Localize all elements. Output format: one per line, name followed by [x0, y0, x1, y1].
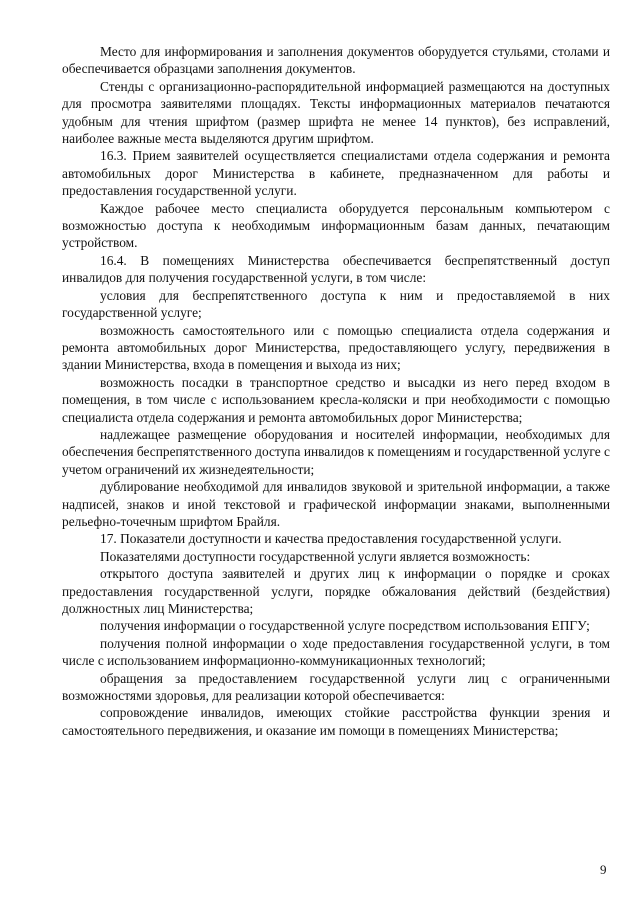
paragraph-forms-area: Место для информирования и заполнения документов оборудуется стульями, столами и обеспечивается образцами заполнения документов.	[62, 44, 610, 77]
paragraph-duplication: дублирование необходимой для инвалидов звуковой и зрительной информации, а также надписей, знаков и иной текстовой и графической информации знаками, выполненными рельефно-точечным шрифтом Брайля.	[62, 479, 610, 529]
paragraph-workplace: Каждое рабочее место специалиста оборудуется персональным компьютером с возможностью доступа к необходимым информационным базам данных, печатающим устройством.	[62, 200, 610, 251]
paragraph-section-17: 17. Показатели доступности и качества предоставления государственной услуги.	[100, 531, 562, 547]
paragraph-transport: возможность посадки в транспортное средство и высадки из него перед входом в помещения, в том числе с использованием кресла-коляски и при необходимости с помощью специалиста отдела содержания и ремонта автомобильных дорог Министерства;	[62, 374, 610, 425]
page-number: 9	[600, 862, 607, 877]
paragraph-section-16-4: 16.4. В помещениях Министерства обеспечивается беспрепятственный доступ инвалидов для получения государственной услуги, в том числе:	[62, 252, 610, 286]
paragraph-section-16-3: 16.3. Прием заявителей осуществляется специалистами отдела содержания и ремонта автомобильных дорог Министерства в кабинете, предназначенном для работы и предоставления государственной услуги.	[62, 148, 610, 199]
paragraph-indicators: Показателями доступности государственной услуги является возможность:	[100, 548, 531, 564]
paragraph-accompaniment: сопровождение инвалидов, имеющих стойкие расстройства функции зрения и самостоятельного передвижения, и оказание им помощи в помещениях Министерства;	[62, 705, 610, 738]
paragraph-progress-info: получения полной информации о ходе предоставления государственной услуги, в том числе с использованием информационно-коммуникационных технологий;	[62, 635, 610, 669]
paragraph-access-conditions: условия для беспрепятственного доступа к ним и предоставляемой в них государственной услуге;	[62, 287, 610, 321]
paragraph-info-stands: Стенды с организационно-распорядительной информацией размещаются на доступных для просмотра заявителями площадях. Тексты информационных материалов печатаются удобным для чтения шрифтом (размер шрифта не менее 14 пунктов), без исправлений, наиболее важные места выделяются другим шрифтом.	[62, 78, 610, 147]
paragraph-movement: возможность самостоятельного или с помощью специалиста отдела содержания и ремонта автомобильных дорог Министерства, предоставляющего услугу, передвижения в здании Министерства, входа в помещения и выхода из них;	[62, 322, 610, 373]
paragraph-equipment: надлежащее размещение оборудования и носителей информации, необходимых для обеспечения беспрепятственного доступа инвалидов к помещениям и государственной услуге с учетом ограничений их жизнедеятельности;	[62, 426, 610, 477]
body-text	[62, 43, 610, 739]
paragraph-limited-abilities: обращения за предоставлением государственной услуги лиц с ограниченными возможностями здоровья, для реализации которой обеспечивается:	[62, 670, 610, 704]
paragraph-epgu: получения информации о государственной услуге посредством использования ЕПГУ;	[100, 618, 590, 634]
paragraph-open-access: открытого доступа заявителей и других лиц к информации о порядке и сроках предоставления государственной услуги, порядке обжалования действий (бездействия) должностных лиц Министерства;	[62, 566, 610, 616]
